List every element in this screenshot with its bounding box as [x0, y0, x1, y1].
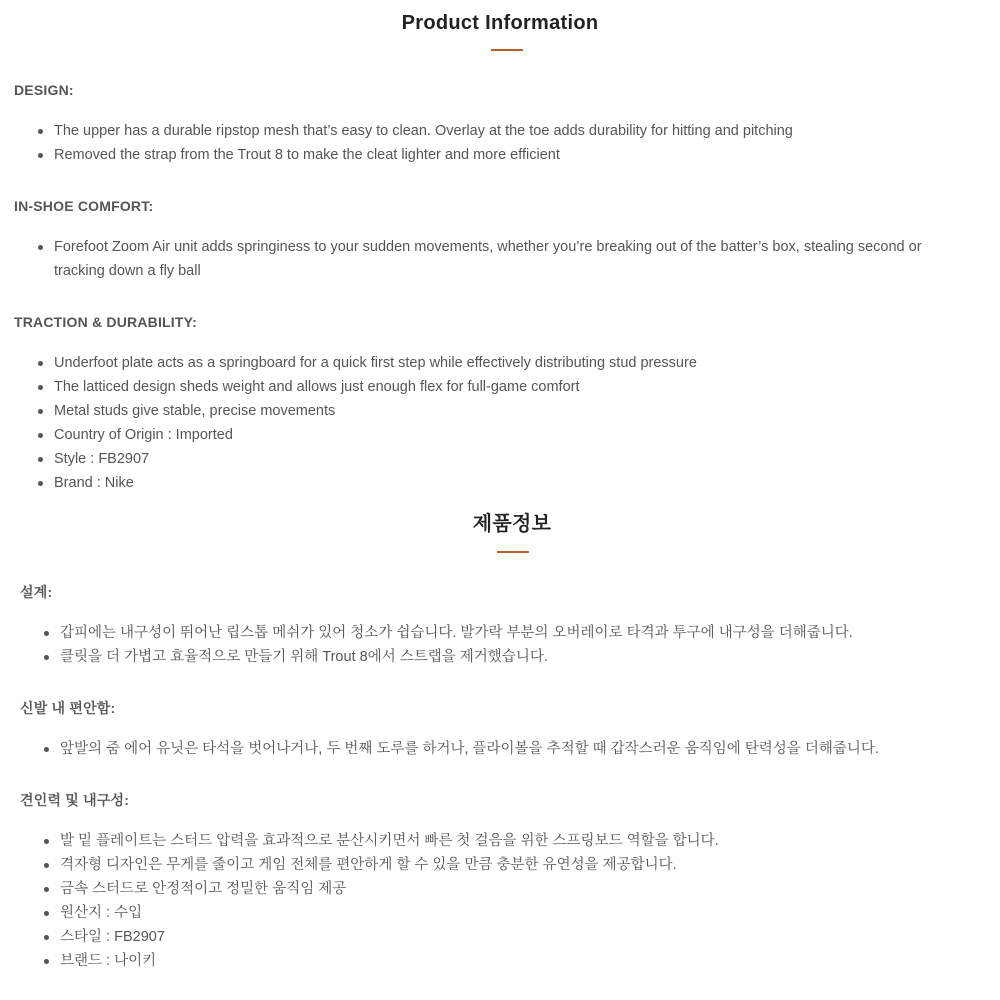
section-heading-traction-ko: 견인력 및 내구성: — [20, 792, 130, 808]
traction-list — [54, 351, 974, 495]
list-item: The upper has a durable ripstop mesh that’s easy to clean. Overlay at the toe adds durability for hitting and pitching — [54, 119, 974, 143]
list-item: 원산지 : 수입 — [60, 901, 980, 925]
list-item: Metal studs give stable, precise movements — [54, 399, 974, 423]
list-item: Forefoot Zoom Air unit adds springiness to your sudden movements, whether you’re breaking out of the batter’s box, stealing second or tracking down a fly ball — [54, 235, 974, 283]
list-item: 발 밑 플레이트는 스터드 압력을 효과적으로 분산시키면서 빠른 첫 걸음을 위한 스프링보드 역할을 합니다. — [60, 829, 980, 853]
list-item: 금속 스터드로 안정적이고 정밀한 움직임 제공 — [60, 877, 980, 901]
design-list — [54, 119, 974, 167]
list-item: 클릿을 더 가볍고 효율적으로 만들기 위해 Trout 8에서 스트랩을 제거했습니다. — [60, 645, 980, 669]
list-item: Brand : Nike — [54, 471, 974, 495]
ko-title-block — [0, 510, 1000, 538]
list-item: 브랜드 : 나이키 — [60, 949, 980, 973]
list-item: 격자형 디자인은 무게를 줄이고 게임 전체를 편안하게 할 수 있을 만큼 충분한 유연성을 제공합니다. — [60, 853, 980, 877]
page-title-en: Product Information — [401, 12, 599, 34]
en-divider-block — [0, 49, 1000, 51]
section-heading-traction: TRACTION & DURABILITY: — [14, 314, 198, 330]
section-heading-design: DESIGN: — [14, 82, 74, 98]
list-item: 스타일 : FB2907 — [60, 925, 980, 949]
comfort-list-ko — [60, 737, 980, 761]
title-divider — [491, 49, 523, 51]
list-item: Removed the strap from the Trout 8 to make the cleat lighter and more efficient — [54, 143, 974, 167]
ko-divider-block — [0, 551, 1000, 553]
title-divider — [497, 551, 529, 553]
section-heading-comfort: IN-SHOE COMFORT: — [14, 198, 154, 214]
list-item: Style : FB2907 — [54, 447, 974, 471]
list-item: Country of Origin : Imported — [54, 423, 974, 447]
page-title-ko: 제품정보 — [472, 513, 552, 535]
list-item: 갑피에는 내구성이 뛰어난 립스톱 메쉬가 있어 청소가 쉽습니다. 발가락 부분의 오버레이로 타격과 투구에 내구성을 더해줍니다. — [60, 621, 980, 645]
comfort-list — [54, 235, 974, 283]
section-heading-comfort-ko: 신발 내 편안함: — [20, 700, 116, 716]
design-list-ko — [60, 621, 980, 669]
list-item: 앞발의 줌 에어 유닛은 타석을 벗어나거나, 두 번째 도루를 하거나, 플라이볼을 추적할 때 갑작스러운 움직임에 탄력성을 더해줍니다. — [60, 737, 980, 761]
en-title-block — [0, 9, 1000, 37]
list-item: The latticed design sheds weight and allows just enough flex for full-game comfort — [54, 375, 974, 399]
section-heading-design-ko: 설계: — [20, 584, 53, 600]
traction-list-ko — [60, 829, 980, 973]
list-item: Underfoot plate acts as a springboard for a quick first step while effectively distributing stud pressure — [54, 351, 974, 375]
